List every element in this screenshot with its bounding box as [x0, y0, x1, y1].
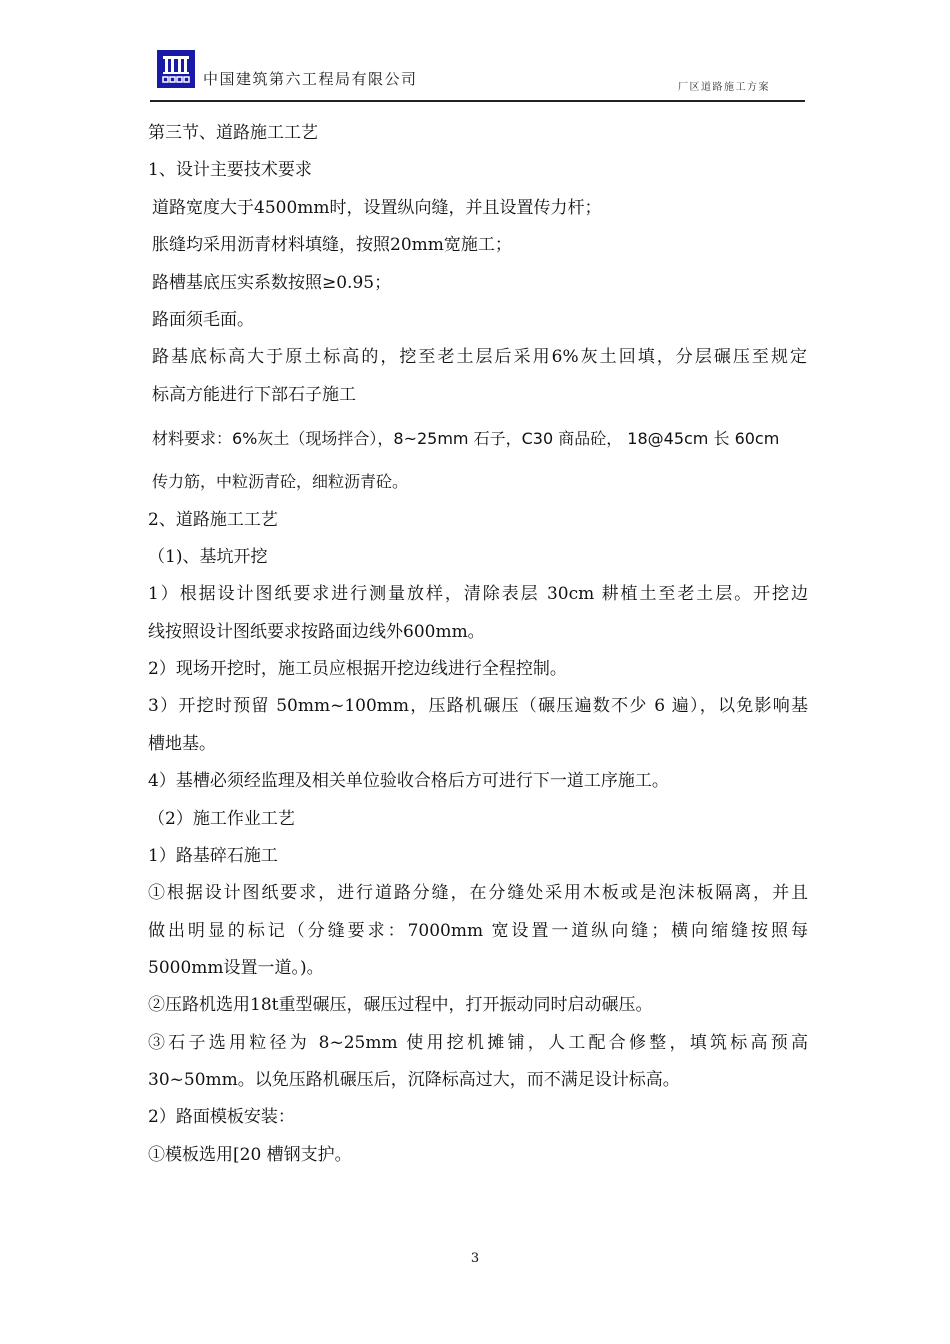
- paragraph-line: 30~50mm。以免压路机碾压后，沉降标高过大，而不满足设计标高。: [148, 1070, 680, 1090]
- section-heading: 第三节、道路施工工艺: [148, 123, 318, 143]
- paragraph-line: 材料要求：6%灰土（现场拌合），8~25mm 石子，C30 商品砼， 18@45cm 长 60cm: [152, 429, 780, 448]
- paragraph-line: 标高方能进行下部石子施工: [152, 385, 356, 405]
- subsection-heading: （1)、基坑开挖: [148, 547, 268, 567]
- company-name: 中国建筑第六工程局有限公司: [203, 70, 418, 88]
- paragraph-line: 路基底标高大于原土标高的，挖至老土层后采用6%灰土回填，分层碾压至规定: [152, 347, 807, 367]
- paragraph-line: 3）开挖时预留 50mm~100mm，压路机碾压（碾压遍数不少 6 遍），以免影响基: [148, 696, 808, 716]
- paragraph-line: 胀缝均采用沥青材料填缝，按照20mm宽施工；: [152, 235, 512, 255]
- paragraph-line: 1）根据设计图纸要求进行测量放样，清除表层 30cm 耕植土至老土层。开挖边: [148, 584, 808, 604]
- subsection-heading: 2）路面模板安装：: [148, 1107, 295, 1127]
- subsection-heading: 2、道路施工工艺: [148, 510, 278, 530]
- paragraph-line: 做出明显的标记（分缝要求：7000mm 宽设置一道纵向缝；横向缩缝按照每: [148, 921, 808, 941]
- paragraph-line: 5000mm设置一道。)。: [148, 958, 324, 978]
- paragraph-line: 传力筋，中粒沥青砼，细粒沥青砼。: [152, 472, 409, 491]
- paragraph-line: 道路宽度大于4500mm时，设置纵向缝，并且设置传力杆；: [152, 198, 602, 218]
- paragraph-line: ②压路机选用18t重型碾压，碾压过程中，打开振动同时启动碾压。: [148, 995, 653, 1015]
- subsection-heading: 1）路基碎石施工: [148, 846, 278, 866]
- subsection-heading: 1、设计主要技术要求: [148, 160, 312, 180]
- paragraph-line: 线按照设计图纸要求按路面边线外600mm。: [148, 622, 485, 642]
- paragraph-line: 路面须毛面。: [152, 310, 254, 330]
- subsection-heading: （2）施工作业工艺: [148, 809, 295, 829]
- page-number: 3: [470, 1251, 480, 1266]
- paragraph-line: ①根据设计图纸要求，进行道路分缝，在分缝处采用木板或是泡沫板隔离，并且: [148, 883, 808, 903]
- paragraph-line: 2）现场开挖时，施工员应根据开挖边线进行全程控制。: [148, 659, 567, 679]
- paragraph-line: ③石子选用粒径为 8~25mm 使用挖机摊铺，人工配合修整，填筑标高预高: [148, 1033, 808, 1053]
- paragraph-line: 槽地基。: [148, 734, 216, 754]
- paragraph-line: 4）基槽必须经监理及相关单位验收合格后方可进行下一道工序施工。: [148, 771, 669, 791]
- paragraph-line: 路槽基底压实系数按照≥0.95；: [152, 273, 392, 293]
- document-title: 厂区道路施工方案: [678, 82, 770, 93]
- paragraph-line: ①模板选用[20 槽钢支护。: [148, 1145, 352, 1165]
